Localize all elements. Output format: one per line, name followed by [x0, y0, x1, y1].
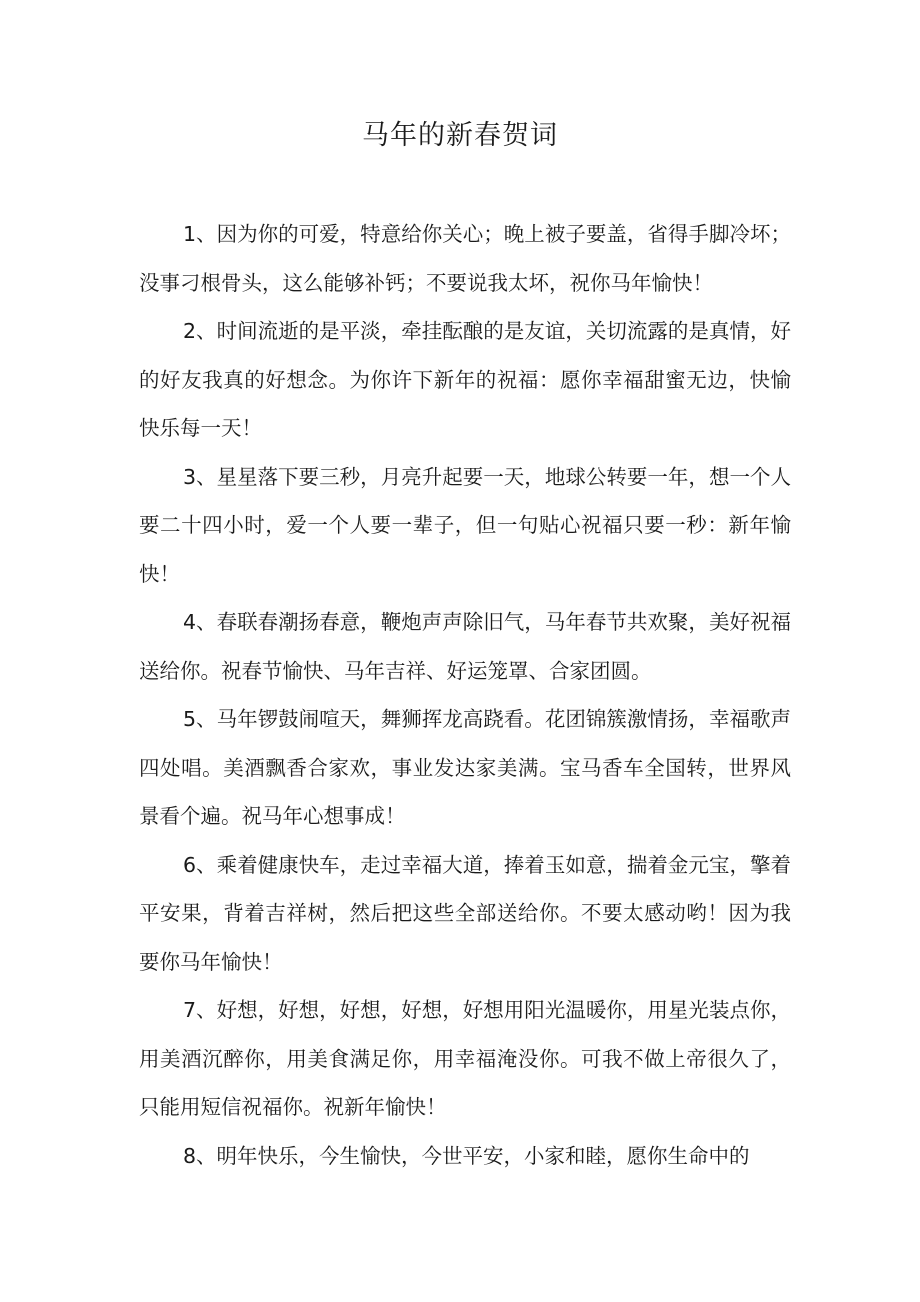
paragraph-2: 2、时间流逝的是平淡，牵挂酝酿的是友谊，关切流露的是真情，好的好友我真的好想念。为你许下新年的祝福：愿你幸福甜蜜无边，快愉快乐每一天！: [139, 319, 791, 440]
paragraph-4: 4、春联春潮扬春意，鞭炮声声除旧气，马年春节共欢聚，美好祝福送给你。祝春节愉快、马年吉祥、好运笼罩、合家团圆。: [139, 610, 791, 683]
paragraph-7: 7、好想，好想，好想，好想，好想用阳光温暖你，用星光装点你，用美酒沉醉你，用美食满足你，用幸福淹没你。可我不做上帝很久了，只能用短信祝福你。祝新年愉快！: [139, 998, 791, 1119]
paragraph-8: 8、明年快乐，今生愉快，今世平安，小家和睦，愿你生命中的: [183, 1143, 750, 1168]
paragraph-6: 6、乘着健康快车，走过幸福大道，捧着玉如意，揣着金元宝，擎着平安果，背着吉祥树，然后把这些全部送给你。不要太感动哟！因为我要你马年愉快！: [139, 852, 791, 974]
paragraph-5: 5、马年锣鼓闹喧天，舞狮挥龙高跷看。花团锦簇激情扬，幸福歌声四处唱。美酒飘香合家欢，事业发达家美满。宝马香车全国转，世界风景看个遍。祝马年心想事成！: [139, 707, 791, 828]
paragraph-1: 1、因为你的可爱，特意给你关心；晚上被子要盖，省得手脚冷坏；没事刁根骨头，这么能够补钙；不要说我太坏，祝你马年愉快！: [139, 222, 791, 295]
document-title: 马年的新春贺词: [362, 120, 558, 151]
document-body: [139, 210, 791, 1180]
paragraph-3: 3、星星落下要三秒，月亮升起要一天，地球公转要一年，想一个人要二十四小时，爱一个人要一辈子，但一句贴心祝福只要一秒：新年愉快！: [139, 464, 791, 586]
